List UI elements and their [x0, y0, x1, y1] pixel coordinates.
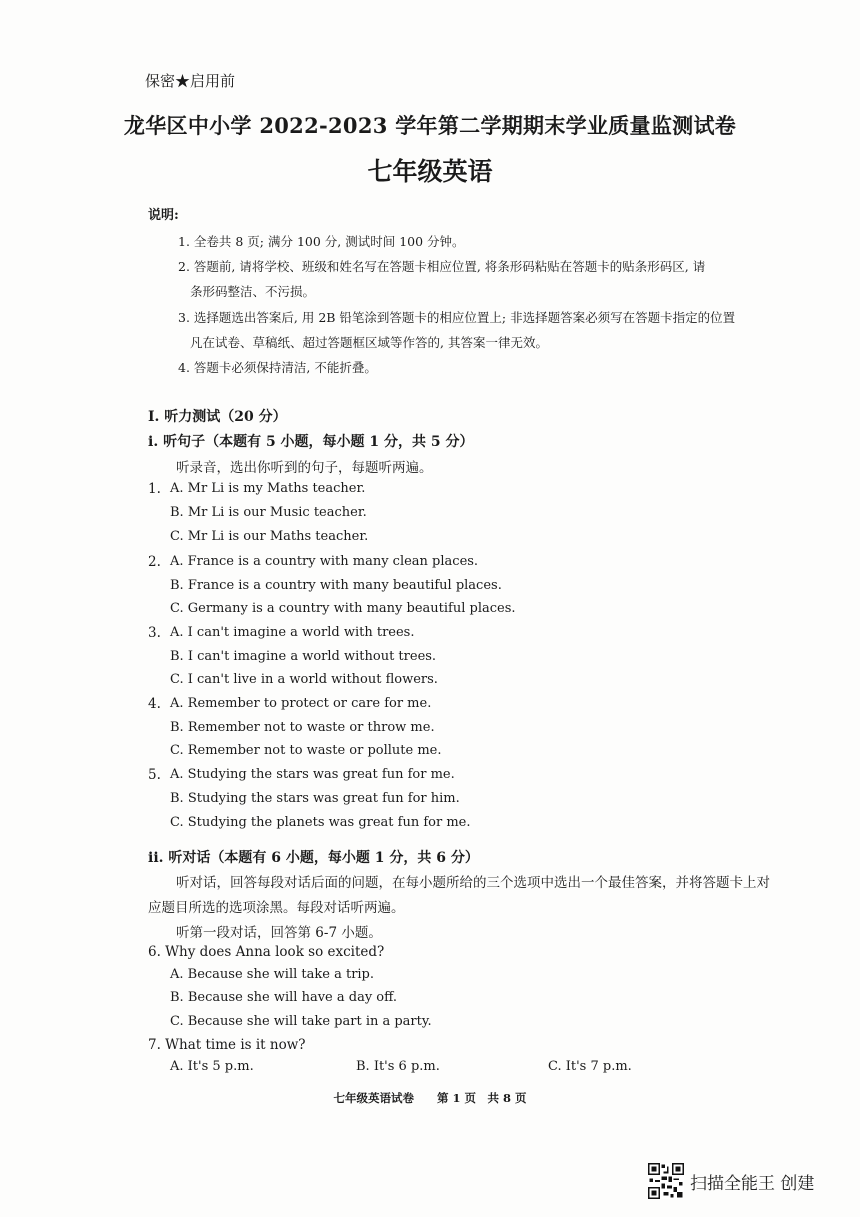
- exam-subtitle: 七年级英语: [367, 157, 493, 186]
- question-number: 5.: [148, 767, 161, 783]
- scanner-watermark: [648, 1163, 814, 1199]
- option: C. Mr Li is our Maths teacher.: [170, 529, 369, 544]
- question-number: 2.: [148, 554, 161, 570]
- section-listening-title: Ⅰ. 听力测试（20 分）: [148, 409, 287, 425]
- part2-instruction-line3: 听第一段对话，回答第 6-7 小题。: [176, 925, 382, 941]
- option: B. It's 6 p.m.: [356, 1059, 440, 1074]
- option: A. I can't imagine a world with trees.: [170, 625, 415, 640]
- option: B. Remember not to waste or throw me.: [170, 720, 435, 735]
- question-number: 1.: [148, 481, 161, 497]
- option: A. France is a country with many clean places.: [170, 554, 479, 569]
- option: A. Studying the stars was great fun for me.: [170, 767, 455, 782]
- option: B. Because she will have a day off.: [170, 990, 398, 1005]
- option: B. Studying the stars was great fun for him.: [170, 791, 460, 806]
- option: C. Studying the planets was great fun for me.: [170, 815, 471, 830]
- question-number: 4.: [148, 696, 161, 712]
- scanner-brand-text: 扫描全能王 创建: [690, 1173, 815, 1194]
- note-1: 1. 全卷共 8 页; 满分 100 分, 测试时间 100 分钟。: [178, 234, 465, 249]
- option: A. Remember to protect or care for me.: [170, 696, 432, 711]
- question-6-stem: 6. Why does Anna look so excited?: [148, 944, 385, 960]
- note-3-cont: 凡在试卷、草稿纸、超过答题框区域等作答的, 其答案一律无效。: [190, 335, 548, 350]
- option: C. I can't live in a world without flowers.: [170, 672, 438, 687]
- option: C. Because she will take part in a party.: [170, 1014, 432, 1029]
- note-3: 3. 选择题选出答案后, 用 2B 铅笔涂到答题卡的相应位置上; 非选择题答案必须写在答题卡指定的位置: [178, 310, 736, 325]
- option: C. It's 7 p.m.: [548, 1059, 632, 1074]
- notes-label: 说明:: [148, 208, 179, 223]
- part2-title: ii. 听对话（本题有 6 小题，每小题 1 分，共 6 分）: [148, 850, 479, 866]
- option: B. Mr Li is our Music teacher.: [170, 505, 367, 520]
- confidential-mark: 保密★启用前: [145, 72, 236, 90]
- option: A. It's 5 p.m.: [170, 1059, 254, 1074]
- page-footer: 七年级英语试卷 第 1 页 共 8 页: [333, 1091, 527, 1105]
- option: B. France is a country with many beautiful places.: [170, 578, 502, 593]
- question-number: 3.: [148, 625, 161, 641]
- qr-code-icon: [648, 1163, 684, 1199]
- question-7-stem: 7. What time is it now?: [148, 1037, 306, 1053]
- option: A. Because she will take a trip.: [170, 967, 375, 982]
- note-4: 4. 答题卡必须保持清洁, 不能折叠。: [178, 360, 377, 375]
- option: B. I can't imagine a world without trees.: [170, 649, 437, 664]
- part1-title: i. 听句子（本题有 5 小题，每小题 1 分，共 5 分）: [148, 434, 474, 450]
- option: C. Germany is a country with many beautiful places.: [170, 601, 516, 616]
- part1-instruction: 听录音，选出你听到的句子，每题听两遍。: [176, 460, 433, 476]
- note-2: 2. 答题前, 请将学校、班级和姓名写在答题卡相应位置, 将条形码粘贴在答题卡的贴条形码区, 请: [178, 259, 706, 274]
- option: C. Remember not to waste or pollute me.: [170, 743, 442, 758]
- note-2-cont: 条形码整洁、不污损。: [190, 284, 316, 299]
- part2-instruction-line2: 应题目所选的选项涂黑。每段对话听两遍。: [148, 900, 405, 916]
- exam-title: 龙华区中小学 2022-2023 学年第二学期期末学业质量监测试卷: [123, 113, 737, 138]
- option: A. Mr Li is my Maths teacher.: [170, 481, 366, 496]
- part2-instruction-line1: 听对话，回答每段对话后面的问题，在每小题所给的三个选项中选出一个最佳答案，并将答题卡上对: [176, 875, 770, 891]
